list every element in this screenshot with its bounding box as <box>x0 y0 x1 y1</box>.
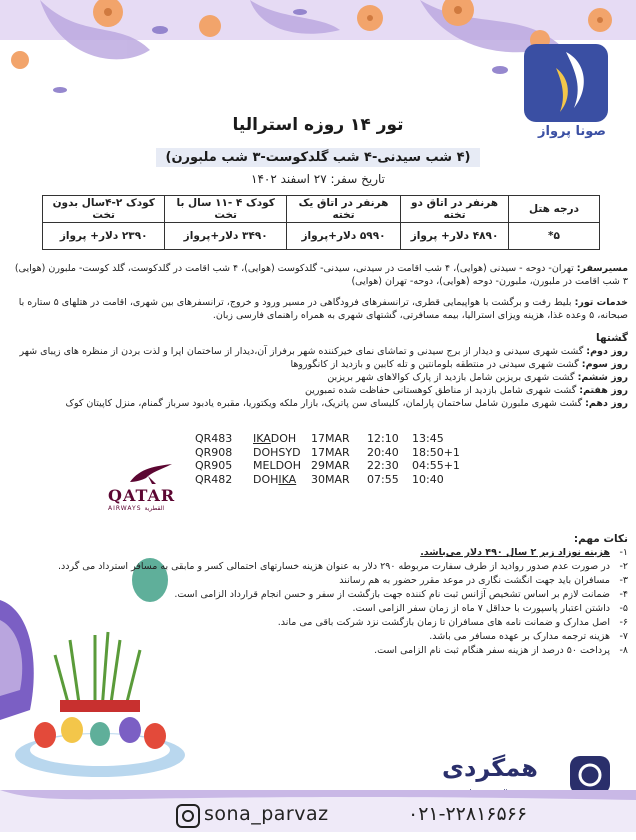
cell-hotel: ۵* <box>509 223 600 250</box>
list-item: ۳- مسافران باید جهت انگشت نگاری در موعد مقرر حضور به هم رسانند <box>339 575 628 586</box>
services-label: خدمات تور: <box>574 297 628 308</box>
price-table <box>42 195 600 250</box>
instagram-icon <box>176 804 200 828</box>
table-row: QR908 DOHSYD 17MAR 20:40 18:50+1 <box>195 445 460 459</box>
table-row <box>43 223 600 250</box>
brand-name: صونا پرواز <box>538 124 606 139</box>
col-single: هرنفر در اتاق یک تخته <box>286 196 400 223</box>
list-item: ۱- هزینه نوزاد زیر ۲ سال ۴۹۰ دلار می‌باشد. <box>420 547 628 558</box>
list-item: روز دوم: گشت شهری سیدنی و دیدار از برج سیدنی و تماشای نمای خیرکننده شهر برفراز آن،دیدار از ساختمان اپرا و لذت بردن از منظره های زیبای شهر <box>19 346 628 357</box>
phone-number[interactable]: ۰۲۱-۲۲۸۱۶۵۶۶ <box>408 803 528 825</box>
instagram-handle[interactable]: sona_parvaz <box>204 803 329 825</box>
list-item: روز دهم: گشت شهری ملبورن شامل ساختمان پارلمان، کلیسای سن پاتریک، بازار ملکه ویکتوریا، مقبره یادبود سرباز گمنام، منزل کاپیتان کوک <box>65 398 628 409</box>
col-hotel: درجه هتل <box>509 196 600 223</box>
route-label: مسیرسفر: <box>576 263 628 274</box>
table-row: QR483 IKADOH 17MAR 12:10 13:45 <box>195 432 444 445</box>
table-row: QR482 DOHIKA 30MAR 07:55 10:40 <box>195 472 444 486</box>
tours-section <box>8 332 628 410</box>
list-item: روز هفتم: گشت شهری شامل بازدید از مناطق کوهستانی حفاظت شده تمبورین <box>305 385 628 396</box>
notes-title: نکات مهم: <box>573 533 628 545</box>
travel-date: تاریخ سفر: ۲۷ اسفند ۱۴۰۲ <box>251 172 385 186</box>
table-header-row <box>43 196 600 223</box>
list-item: روز ششم: گشت شهری بریزبن شامل بازدید از پارک کوالاهای شهر بریزبن <box>327 372 628 383</box>
notes-section <box>28 532 628 658</box>
table-row: QR905 MELDOH 29MAR 22:30 04:55+1 <box>195 459 460 472</box>
list-item: ۷- هزینه ترجمه مدارک بر عهده مسافر می باشد. <box>429 631 628 642</box>
services-section <box>8 296 628 322</box>
route-text: تهران- دوحه - سیدنی (هوایی)، ۴ شب اقامت در سیدنی، سیدنی- گلدکوست (هوایی)، ۴ شب اقامت در گلدکوست، گلد کوست- ملبورن (هوایی) ۳ شب اقامت در ملبورن، ملبورن- دوحه (هوایی)، دوحه- تهران (هوایی) <box>14 263 628 287</box>
tours-title: گشتها <box>596 332 628 344</box>
list-item: ۴- ضمانت لازم بر اساس تشخیص آژانس ثبت نام کننده جهت بازگشت از سفر و حسن انجام قرارداد الزامی است. <box>174 589 628 600</box>
qatar-airways-logo: QATAR AIRWAYS القطرية <box>108 462 190 512</box>
tour-subtitle: (۴ شب سیدنی-۴ شب گلدکوست-۳ شب ملبورن) <box>0 146 636 165</box>
list-item: ۵- داشتن اعتبار پاسپورت با حداقل ۷ ماه از زمان سفر الزامی است. <box>352 603 628 614</box>
col-child-nobed: کودک ۲-۴سال بدون تخت <box>43 196 165 223</box>
list-item: ۲- در صورت عدم صدور روادید از طرف سفارت مربوطه ۲۹۰ دلار به عنوان هزینه خسارتهای احتمالی کسر و مابقی به مسافر استرداد می گردد. <box>57 561 628 572</box>
col-double: هرنفر در اتاق دو تخته <box>401 196 509 223</box>
page-title: تور ۱۴ روزه استرالیا <box>232 115 404 135</box>
cell-child-bed: ۳۴۹۰ دلار+پرواز <box>165 223 287 250</box>
cell-single: ۵۹۹۰ دلار+پرواز <box>286 223 400 250</box>
list-item: ۶- اصل مدارک و ضمانت نامه های مسافران تا زمان بازگشت نزد شرکت باقی می ماند. <box>277 617 628 628</box>
oryx-icon <box>126 462 176 486</box>
cell-double: ۴۸۹۰ دلار+ پرواز <box>401 223 509 250</box>
watermark-text: همگردی <box>442 754 538 782</box>
col-child-bed: کودک ۴ -۱۱ سال با تخت <box>165 196 287 223</box>
flight-schedule <box>195 432 472 486</box>
route-section <box>8 262 628 288</box>
cell-child-nobed: ۲۳۹۰ دلار+ پرواز <box>43 223 165 250</box>
list-item: روز سوم: گشت شهری سیدنی در منتطقه بلومانتین و تله کابین و بازدید از کانگوروها <box>290 359 628 370</box>
services-text: بلیط رفت و برگشت با هواپیمایی قطری، ترانسفرهای فرودگاهی در مسیر ورود و خروج، ترانسفرهای بین شهری، اقامت در هتلهای ۵ ستاره با صبحانه، ۵ وعده غذا، هزینه ویزای استرالیا، بیمه مسافرتی، گشتهای شهری به همراه راهنمای فارسی زبان. <box>18 297 628 321</box>
list-item: ۸- پرداخت ۵۰ درصد از هزینه سفر هنگام ثبت نام الزامی است. <box>374 645 628 656</box>
